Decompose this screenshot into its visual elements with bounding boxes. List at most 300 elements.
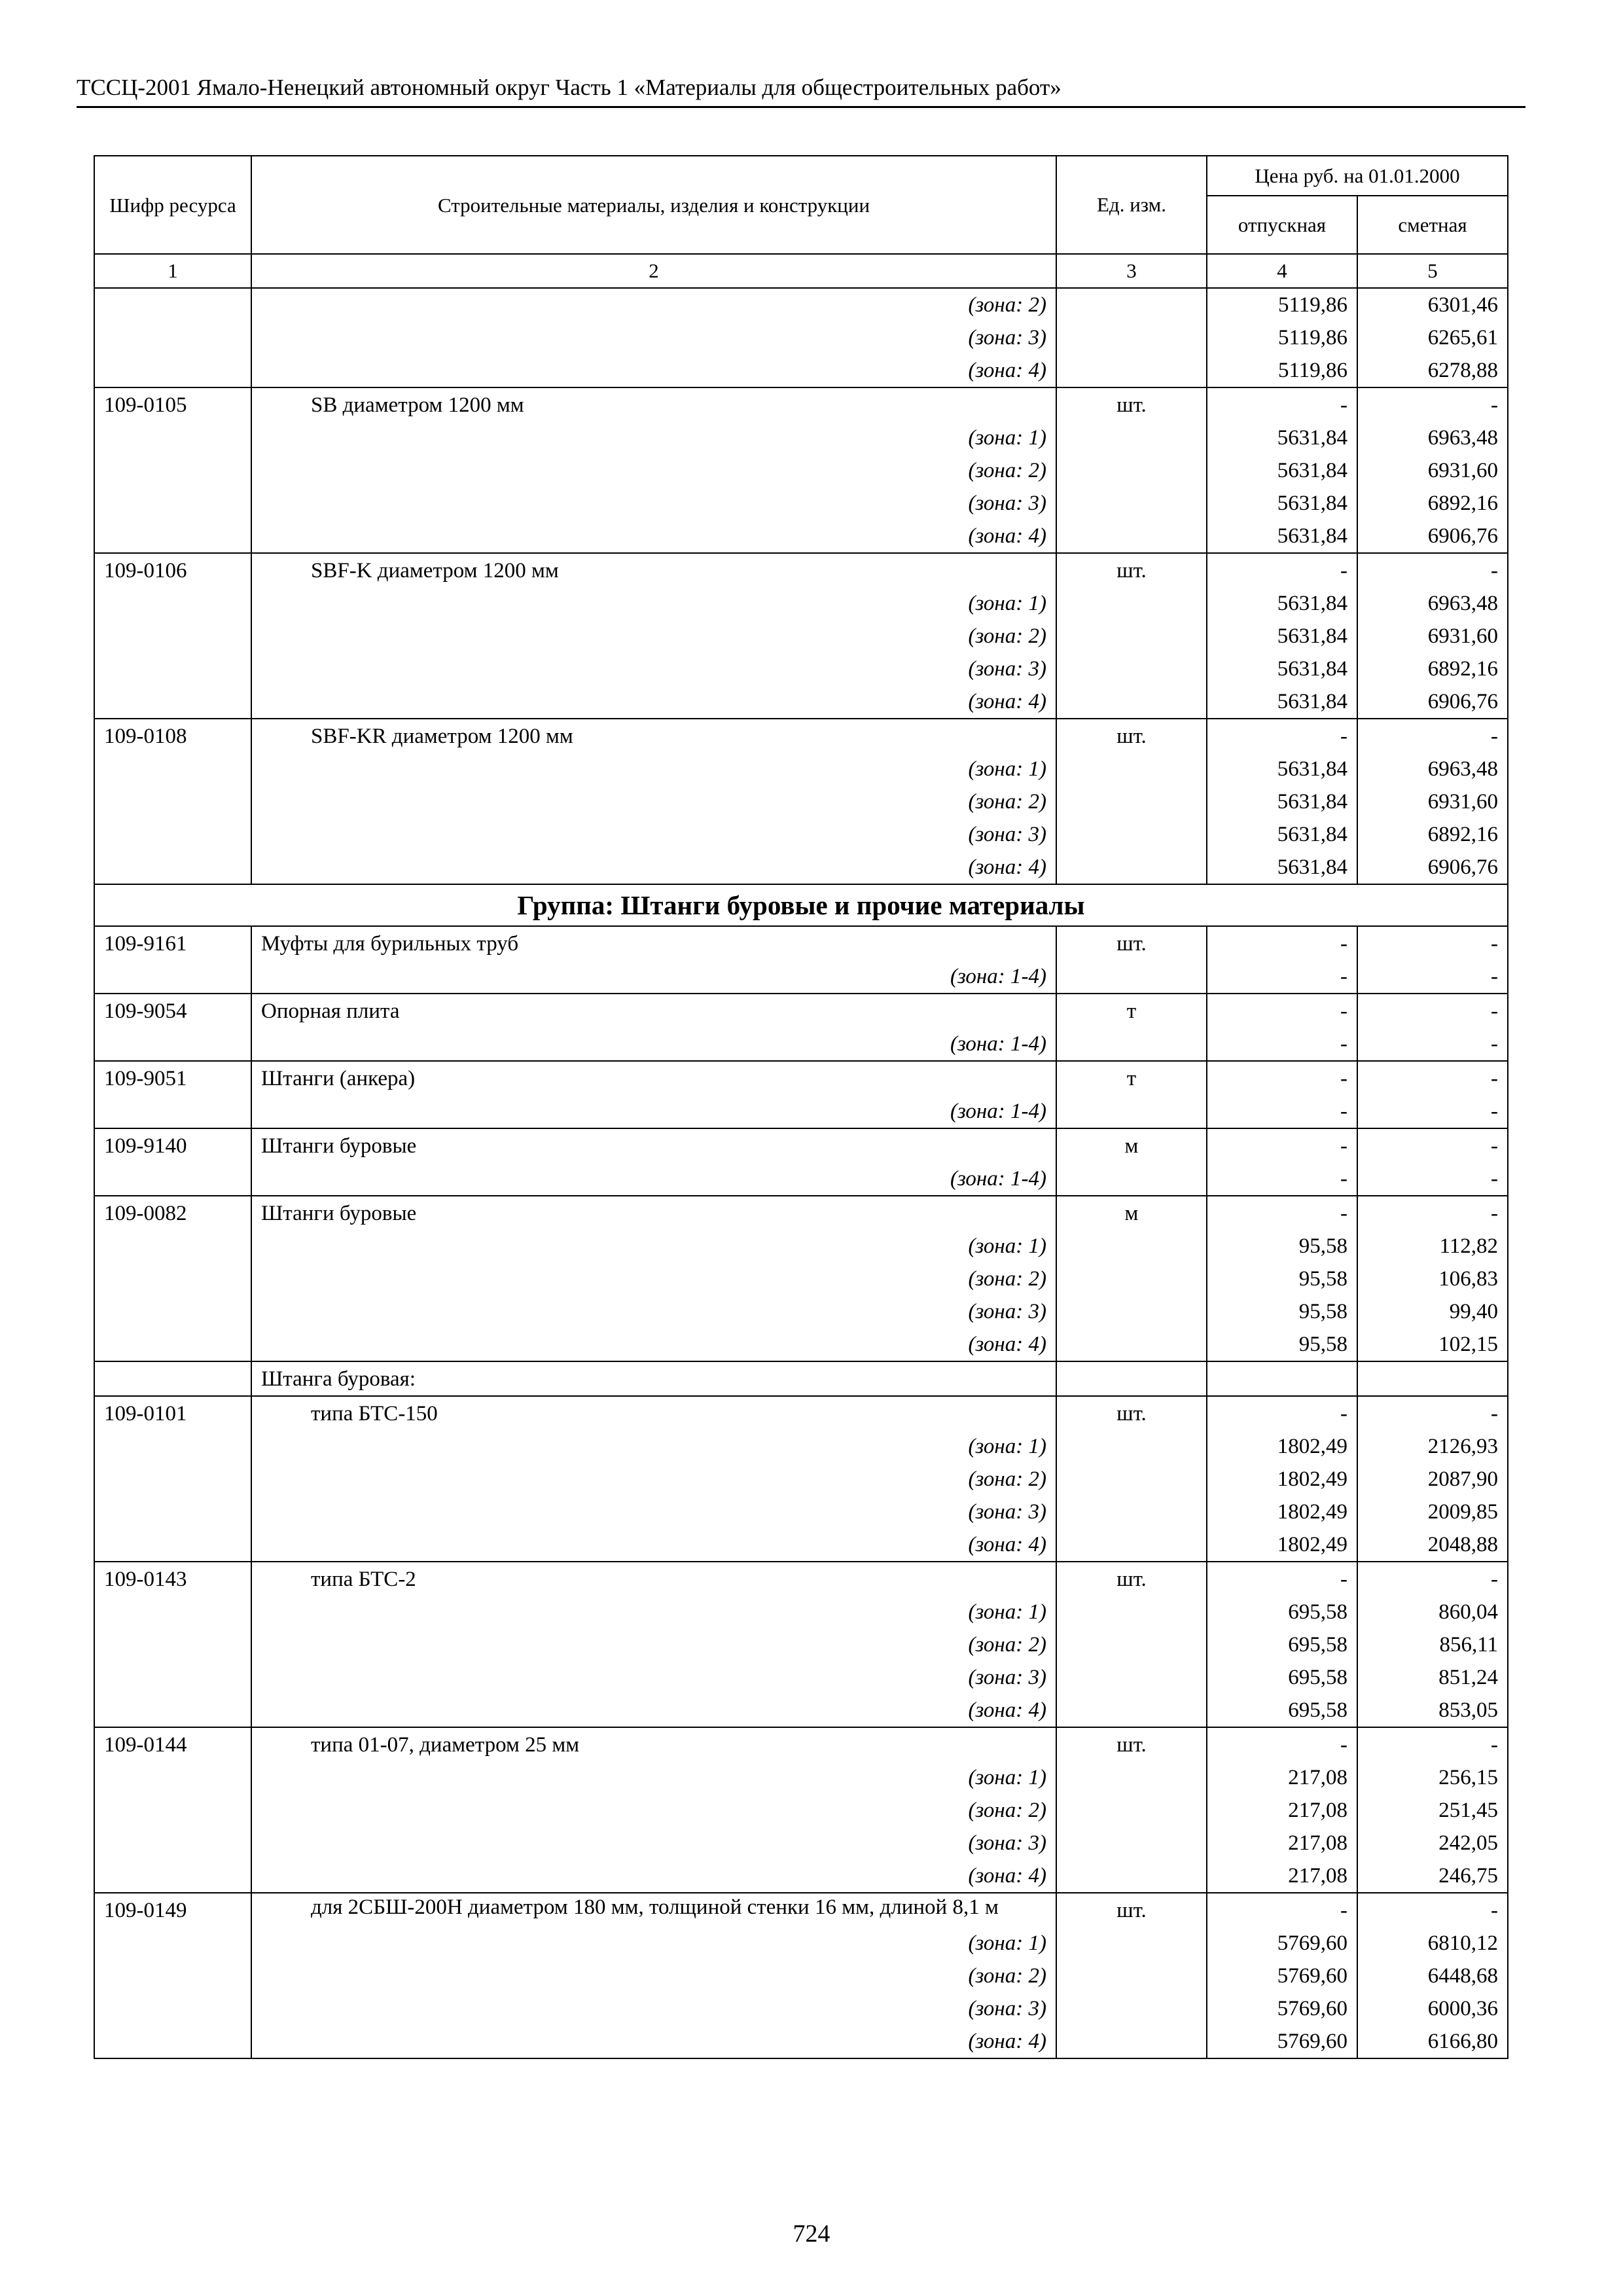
unit: [1056, 487, 1207, 520]
zone-label: (зона: 2): [251, 1463, 1056, 1496]
resource-name: для 2СБШ-200Н диаметром 180 мм, толщиной стенки 16 мм, длиной 8,1 м: [251, 1893, 1056, 1927]
resource-row: [94, 994, 1508, 1028]
unit: [1056, 422, 1207, 454]
resource-code: [94, 653, 251, 685]
estimate-price: -: [1357, 926, 1508, 960]
resource-row: [94, 553, 1508, 587]
estimate-price: -: [1357, 1028, 1508, 1061]
resource-name: типа 01-07, диаметром 25 мм: [251, 1727, 1056, 1761]
unit: [1056, 851, 1207, 884]
release-price: 5631,84: [1207, 487, 1357, 520]
zone-label: (зона: 1-4): [251, 960, 1056, 994]
price-table: [94, 155, 1508, 2059]
unit: [1056, 1295, 1207, 1328]
column-numbers-row: [94, 254, 1508, 288]
resource-code: [94, 288, 251, 321]
estimate-price: 6892,16: [1357, 653, 1508, 685]
release-price: -: [1207, 1128, 1357, 1162]
resource-code: [94, 1694, 251, 1727]
estimate-price: 6906,76: [1357, 685, 1508, 719]
release-price: -: [1207, 719, 1357, 753]
resource-code: [94, 1628, 251, 1661]
release-price: -: [1207, 1893, 1357, 1927]
zone-row: [94, 1230, 1508, 1263]
resource-code: [94, 1295, 251, 1328]
release-price: 695,58: [1207, 1694, 1357, 1727]
unit: [1056, 2025, 1207, 2058]
header-estimate: сметная: [1357, 196, 1508, 254]
zone-row: [94, 288, 1508, 321]
group-heading-row: [94, 884, 1508, 926]
unit: [1056, 1328, 1207, 1361]
release-price: 95,58: [1207, 1295, 1357, 1328]
resource-code: [94, 1162, 251, 1196]
estimate-price: -: [1357, 1162, 1508, 1196]
estimate-price: 2126,93: [1357, 1430, 1508, 1463]
estimate-price: -: [1357, 1061, 1508, 1095]
resource-row: [94, 1061, 1508, 1095]
estimate-price: 6892,16: [1357, 487, 1508, 520]
release-price: 5631,84: [1207, 685, 1357, 719]
unit: [1056, 1628, 1207, 1661]
release-price: 695,58: [1207, 1661, 1357, 1694]
release-price: -: [1207, 1562, 1357, 1596]
estimate-price: -: [1357, 1893, 1508, 1927]
release-price: 5631,84: [1207, 851, 1357, 884]
resource-code: [94, 620, 251, 653]
resource-code: 109-0105: [94, 387, 251, 422]
unit: м: [1056, 1196, 1207, 1230]
release-price: -: [1207, 926, 1357, 960]
estimate-price: -: [1357, 1562, 1508, 1596]
estimate-price: 102,15: [1357, 1328, 1508, 1361]
estimate-price: 242,05: [1357, 1827, 1508, 1859]
unit: т: [1056, 994, 1207, 1028]
resource-code: [94, 1496, 251, 1528]
unit: шт.: [1056, 1727, 1207, 1761]
zone-label: (зона: 2): [251, 454, 1056, 487]
estimate-price: 256,15: [1357, 1761, 1508, 1794]
zone-row: [94, 1794, 1508, 1827]
zone-label: (зона: 1): [251, 1927, 1056, 1960]
release-price: 1802,49: [1207, 1496, 1357, 1528]
page-number: 724: [793, 2220, 830, 2248]
zone-row: [94, 1028, 1508, 1061]
resource-row: [94, 1396, 1508, 1430]
unit: шт.: [1056, 553, 1207, 587]
unit: шт.: [1056, 1893, 1207, 1927]
header-name: Строительные материалы, изделия и конструкции: [251, 156, 1056, 254]
release-price: 5631,84: [1207, 753, 1357, 785]
zone-label: (зона: 3): [251, 653, 1056, 685]
estimate-price-cell: [1357, 1361, 1508, 1396]
resource-row: [94, 1893, 1508, 1927]
zone-label: (зона: 3): [251, 1295, 1056, 1328]
zone-row: [94, 354, 1508, 387]
resource-code: 109-0082: [94, 1196, 251, 1230]
unit: [1056, 1694, 1207, 1727]
unit: [1056, 1095, 1207, 1128]
release-price: 1802,49: [1207, 1430, 1357, 1463]
zone-row: [94, 1960, 1508, 1992]
resource-code: [94, 2025, 251, 2058]
header-code: Шифр ресурса: [94, 156, 251, 254]
zone-label: (зона: 4): [251, 1859, 1056, 1893]
unit: [1056, 1794, 1207, 1827]
unit: [1056, 1992, 1207, 2025]
release-price: 217,08: [1207, 1794, 1357, 1827]
unit: [1056, 753, 1207, 785]
unit: шт.: [1056, 1396, 1207, 1430]
unit: [1056, 960, 1207, 994]
release-price: 1802,49: [1207, 1528, 1357, 1562]
zone-label: (зона: 3): [251, 1827, 1056, 1859]
resource-code: [94, 1528, 251, 1562]
estimate-price: 6278,88: [1357, 354, 1508, 387]
unit: м: [1056, 1128, 1207, 1162]
resource-code: [94, 1794, 251, 1827]
unit: [1056, 520, 1207, 553]
estimate-price: 6906,76: [1357, 520, 1508, 553]
zone-label: (зона: 3): [251, 487, 1056, 520]
resource-code: [94, 1028, 251, 1061]
zone-row: [94, 1628, 1508, 1661]
zone-label: (зона: 2): [251, 1960, 1056, 1992]
unit: [1056, 1230, 1207, 1263]
unit: [1056, 1827, 1207, 1859]
unit: [1056, 1496, 1207, 1528]
zone-row: [94, 1295, 1508, 1328]
zone-label: (зона: 4): [251, 685, 1056, 719]
resource-code: [94, 1960, 251, 1992]
column-number: 1: [94, 254, 251, 288]
estimate-price: 251,45: [1357, 1794, 1508, 1827]
zone-row: [94, 1328, 1508, 1361]
release-price: -: [1207, 960, 1357, 994]
resource-code: 109-9140: [94, 1128, 251, 1162]
release-price: 5631,84: [1207, 520, 1357, 553]
unit: [1056, 1596, 1207, 1628]
resource-code: [94, 1761, 251, 1794]
zone-row: [94, 321, 1508, 354]
estimate-price: 6963,48: [1357, 753, 1508, 785]
zone-row: [94, 1263, 1508, 1295]
column-number: 3: [1056, 254, 1207, 288]
column-number: 5: [1357, 254, 1508, 288]
zone-row: [94, 818, 1508, 851]
release-price: -: [1207, 387, 1357, 422]
zone-row: [94, 753, 1508, 785]
resource-code: [94, 422, 251, 454]
unit: [1056, 1162, 1207, 1196]
zone-label: (зона: 2): [251, 1263, 1056, 1295]
unit: шт.: [1056, 719, 1207, 753]
zone-row: [94, 960, 1508, 994]
release-price: 217,08: [1207, 1761, 1357, 1794]
estimate-price: 112,82: [1357, 1230, 1508, 1263]
estimate-price: 6265,61: [1357, 321, 1508, 354]
unit-cell: [1056, 1361, 1207, 1396]
estimate-price: -: [1357, 960, 1508, 994]
resource-name: Муфты для бурильных труб: [251, 926, 1056, 960]
release-price: 5631,84: [1207, 818, 1357, 851]
resource-code: [94, 1661, 251, 1694]
header-price: Цена руб. на 01.01.2000: [1207, 156, 1508, 196]
estimate-price: 2009,85: [1357, 1496, 1508, 1528]
unit: [1056, 1028, 1207, 1061]
subheading-label: Штанга буровая:: [251, 1361, 1056, 1396]
release-price: 5769,60: [1207, 1960, 1357, 1992]
resource-row: [94, 387, 1508, 422]
resource-code: [94, 1230, 251, 1263]
estimate-price: -: [1357, 994, 1508, 1028]
unit: [1056, 1859, 1207, 1893]
resource-name: SBF-KR диаметром 1200 мм: [251, 719, 1056, 753]
unit: [1056, 1430, 1207, 1463]
unit: [1056, 321, 1207, 354]
resource-code: [94, 753, 251, 785]
resource-code: [94, 520, 251, 553]
zone-row: [94, 487, 1508, 520]
unit: шт.: [1056, 1562, 1207, 1596]
estimate-price: 6963,48: [1357, 422, 1508, 454]
resource-code: [94, 785, 251, 818]
release-price: -: [1207, 1162, 1357, 1196]
zone-label: (зона: 1): [251, 1230, 1056, 1263]
release-price: 95,58: [1207, 1328, 1357, 1361]
resource-code: 109-0101: [94, 1396, 251, 1430]
resource-code: [94, 1827, 251, 1859]
zone-label: (зона: 4): [251, 851, 1056, 884]
resource-code: [94, 960, 251, 994]
resource-code: [94, 1430, 251, 1463]
estimate-price: 853,05: [1357, 1694, 1508, 1727]
resource-code: 109-0106: [94, 553, 251, 587]
subheading-row: [94, 1361, 1508, 1396]
zone-row: [94, 1761, 1508, 1794]
zone-row: [94, 422, 1508, 454]
unit: [1056, 620, 1207, 653]
zone-row: [94, 685, 1508, 719]
resource-code: [94, 587, 251, 620]
release-price: 1802,49: [1207, 1463, 1357, 1496]
resource-code: [94, 1328, 251, 1361]
zone-label: (зона: 2): [251, 785, 1056, 818]
estimate-price: -: [1357, 1196, 1508, 1230]
unit: [1056, 288, 1207, 321]
zone-label: (зона: 2): [251, 620, 1056, 653]
zone-row: [94, 1528, 1508, 1562]
zone-label: (зона: 3): [251, 1661, 1056, 1694]
release-price: 5631,84: [1207, 785, 1357, 818]
estimate-price: 2087,90: [1357, 1463, 1508, 1496]
zone-row: [94, 454, 1508, 487]
resource-name: типа БТС-150: [251, 1396, 1056, 1430]
resource-name: SB диаметром 1200 мм: [251, 387, 1056, 422]
resource-code: 109-0143: [94, 1562, 251, 1596]
resource-code: 109-9051: [94, 1061, 251, 1095]
resource-code: [94, 851, 251, 884]
estimate-price: 860,04: [1357, 1596, 1508, 1628]
zone-row: [94, 1927, 1508, 1960]
zone-row: [94, 1496, 1508, 1528]
estimate-price: -: [1357, 719, 1508, 753]
estimate-price: 246,75: [1357, 1859, 1508, 1893]
zone-label: (зона: 2): [251, 1794, 1056, 1827]
release-price: 5631,84: [1207, 454, 1357, 487]
unit: [1056, 653, 1207, 685]
estimate-price: 99,40: [1357, 1295, 1508, 1328]
estimate-price: -: [1357, 553, 1508, 587]
resource-code: [94, 1859, 251, 1893]
release-price: 5631,84: [1207, 620, 1357, 653]
zone-row: [94, 1859, 1508, 1893]
zone-label: (зона: 1): [251, 587, 1056, 620]
header-release: отпускная: [1207, 196, 1357, 254]
zone-row: [94, 851, 1508, 884]
zone-label: (зона: 4): [251, 1528, 1056, 1562]
unit: [1056, 1463, 1207, 1496]
zone-row: [94, 785, 1508, 818]
resource-code: [94, 1927, 251, 1960]
estimate-price: 6000,36: [1357, 1992, 1508, 2025]
release-price: 695,58: [1207, 1628, 1357, 1661]
zone-label: (зона: 4): [251, 1328, 1056, 1361]
resource-row: [94, 1128, 1508, 1162]
resource-row: [94, 1196, 1508, 1230]
zone-label: (зона: 2): [251, 288, 1056, 321]
release-price: -: [1207, 1061, 1357, 1095]
resource-code: [94, 1095, 251, 1128]
release-price: 5119,86: [1207, 288, 1357, 321]
release-price: 5769,60: [1207, 2025, 1357, 2058]
estimate-price: 106,83: [1357, 1263, 1508, 1295]
zone-row: [94, 1694, 1508, 1727]
release-price: 5769,60: [1207, 1992, 1357, 2025]
zone-row: [94, 1095, 1508, 1128]
release-price: 5631,84: [1207, 422, 1357, 454]
estimate-price: -: [1357, 1128, 1508, 1162]
unit: шт.: [1056, 387, 1207, 422]
release-price: 5631,84: [1207, 587, 1357, 620]
estimate-price: 6166,80: [1357, 2025, 1508, 2058]
resource-row: [94, 1562, 1508, 1596]
resource-name: Опорная плита: [251, 994, 1056, 1028]
resource-code: 109-9161: [94, 926, 251, 960]
zone-row: [94, 653, 1508, 685]
release-price: -: [1207, 994, 1357, 1028]
running-header: ТССЦ-2001 Ямало-Ненецкий автономный округ Часть 1 «Материалы для общестроительных работ»: [77, 73, 1525, 108]
zone-label: (зона: 4): [251, 354, 1056, 387]
resource-code: [94, 487, 251, 520]
release-price: 5631,84: [1207, 653, 1357, 685]
column-number: 4: [1207, 254, 1357, 288]
resource-name: Штанги буровые: [251, 1196, 1056, 1230]
resource-row: [94, 719, 1508, 753]
zone-row: [94, 1992, 1508, 2025]
zone-row: [94, 620, 1508, 653]
release-price: -: [1207, 553, 1357, 587]
unit: [1056, 818, 1207, 851]
estimate-price: -: [1357, 387, 1508, 422]
release-price: -: [1207, 1196, 1357, 1230]
group-heading: Группа: Штанги буровые и прочие материалы: [94, 884, 1508, 926]
estimate-price: 6963,48: [1357, 587, 1508, 620]
unit: [1056, 1263, 1207, 1295]
resource-row: [94, 926, 1508, 960]
release-price: 5769,60: [1207, 1927, 1357, 1960]
resource-code: [94, 1263, 251, 1295]
zone-label: (зона: 4): [251, 1694, 1056, 1727]
resource-code: [94, 818, 251, 851]
estimate-price: 6301,46: [1357, 288, 1508, 321]
resource-row: [94, 1727, 1508, 1761]
resource-name: типа БТС-2: [251, 1562, 1056, 1596]
resource-name: SBF-K диаметром 1200 мм: [251, 553, 1056, 587]
release-price: 217,08: [1207, 1827, 1357, 1859]
resource-code: [94, 1596, 251, 1628]
zone-label: (зона: 2): [251, 1628, 1056, 1661]
zone-label: (зона: 3): [251, 1992, 1056, 2025]
estimate-price: -: [1357, 1396, 1508, 1430]
zone-label: (зона: 3): [251, 818, 1056, 851]
zone-label: (зона: 3): [251, 321, 1056, 354]
release-price: 695,58: [1207, 1596, 1357, 1628]
release-price: 95,58: [1207, 1263, 1357, 1295]
estimate-price: 856,11: [1357, 1628, 1508, 1661]
zone-row: [94, 1162, 1508, 1196]
estimate-price: 6448,68: [1357, 1960, 1508, 1992]
unit: [1056, 1960, 1207, 1992]
resource-name: Штанги (анкера): [251, 1061, 1056, 1095]
zone-row: [94, 1661, 1508, 1694]
estimate-price: 6931,60: [1357, 620, 1508, 653]
header-unit: Ед. изм.: [1056, 156, 1207, 254]
release-price-cell: [1207, 1361, 1357, 1396]
zone-row: [94, 1463, 1508, 1496]
zone-row: [94, 587, 1508, 620]
zone-label: (зона: 4): [251, 520, 1056, 553]
column-number: 2: [251, 254, 1056, 288]
zone-label: (зона: 1): [251, 1430, 1056, 1463]
estimate-price: 6892,16: [1357, 818, 1508, 851]
unit: [1056, 354, 1207, 387]
unit: [1056, 1761, 1207, 1794]
estimate-price: -: [1357, 1095, 1508, 1128]
estimate-price: 6931,60: [1357, 454, 1508, 487]
release-price: 5119,86: [1207, 354, 1357, 387]
zone-row: [94, 1430, 1508, 1463]
zone-row: [94, 1827, 1508, 1859]
resource-code: [94, 1992, 251, 2025]
estimate-price: 2048,88: [1357, 1528, 1508, 1562]
unit: [1056, 1528, 1207, 1562]
resource-code: [94, 685, 251, 719]
zone-row: [94, 2025, 1508, 2058]
table-body: [94, 254, 1508, 2058]
zone-label: (зона: 3): [251, 1496, 1056, 1528]
resource-code: [94, 1463, 251, 1496]
release-price: 5119,86: [1207, 321, 1357, 354]
zone-label: (зона: 1-4): [251, 1028, 1056, 1061]
unit: [1056, 1927, 1207, 1960]
zone-label: (зона: 1): [251, 422, 1056, 454]
estimate-price: 6810,12: [1357, 1927, 1508, 1960]
zone-label: (зона: 1-4): [251, 1095, 1056, 1128]
zone-row: [94, 1596, 1508, 1628]
zone-label: (зона: 4): [251, 2025, 1056, 2058]
resource-name: Штанги буровые: [251, 1128, 1056, 1162]
